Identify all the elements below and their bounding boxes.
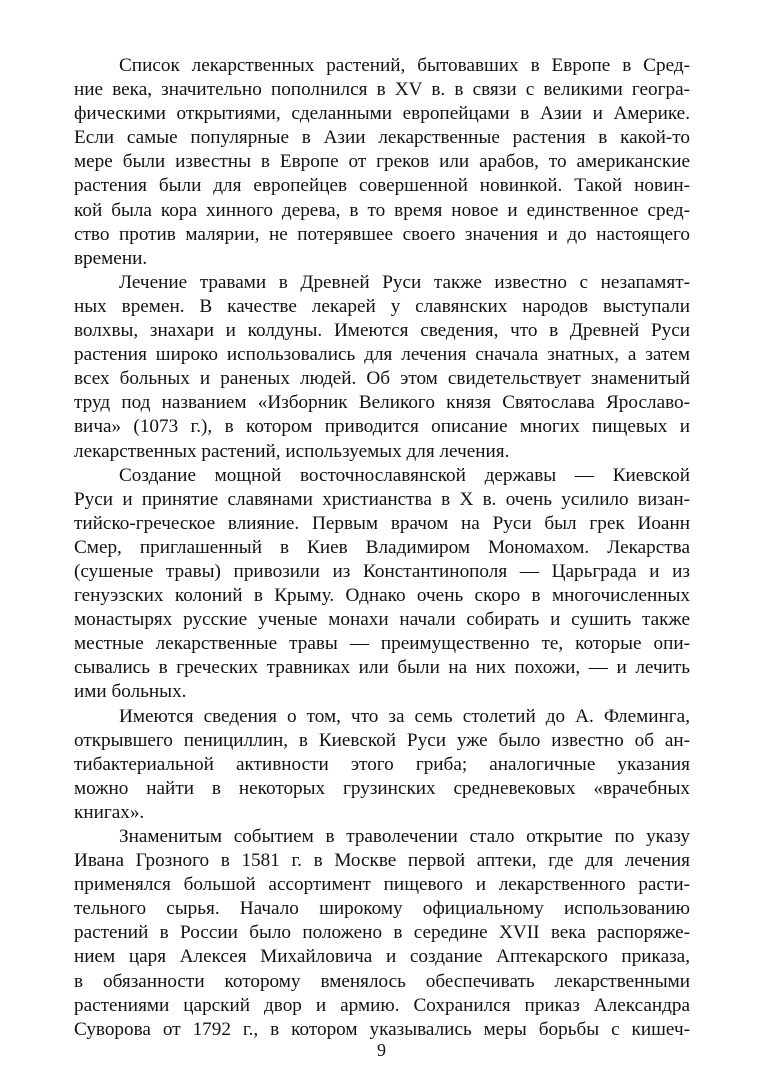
paragraph — [74, 825, 690, 1042]
paragraph — [74, 271, 690, 464]
text-line: (сушеные травы) привозили из Константинополя — Царьграда и из — [74, 560, 690, 582]
text-line: Имеются сведения о том, что за семь столетий до А. Флеминга, — [119, 705, 690, 727]
text-line: фическими открытиями, сделанными европейцами в Азии и Америке. — [74, 103, 690, 125]
text-line: волхвы, знахари и колдуны. Имеются сведения, что в Древней Руси — [74, 320, 690, 342]
text-line: можно найти в некоторых грузинских средневековых «врачебных — [74, 777, 690, 799]
page-body — [74, 54, 690, 1042]
text-line: растения широко использовались для лечения сначала знатных, а затем — [74, 344, 690, 366]
text-line: Смер, приглашенный в Киев Владимиром Мономахом. Лекарства — [74, 536, 690, 558]
text-line: Если самые популярные в Азии лекарственные растения в какой-то — [74, 127, 690, 149]
text-line: ство против малярии, не потерявшее своего значения и до настоящего — [74, 223, 690, 245]
text-line: применялся большой ассортимент пищевого и лекарственного расти- — [74, 874, 690, 896]
text-line: тийско-греческое влияние. Первым врачом на Руси был грек Иоанн — [74, 512, 690, 534]
text-line: труд под названием «Изборник Великого князя Святослава Ярославо- — [74, 392, 690, 414]
text-line: мере были известны в Европе от греков или арабов, то американские — [74, 151, 690, 173]
text-line: местные лекарственные травы — преимущественно те, которые опи- — [74, 633, 690, 655]
text-line: Создание мощной восточнославянской державы — Киевской — [119, 464, 690, 486]
text-line: растения были для европейцев совершенной новинкой. Такой новин- — [74, 175, 690, 197]
text-line: Лечение травами в Древней Руси также известно с незапамят- — [119, 271, 690, 293]
text-line: сывались в греческих травниках или были на них похожи, — и лечить — [74, 657, 690, 679]
paragraph — [74, 464, 690, 705]
text-line: ими больных. — [74, 681, 187, 703]
text-line: Ивана Грозного в 1581 г. в Москве первой аптеки, где для лечения — [74, 850, 690, 872]
text-line: ных времен. В качестве лекарей у славянских народов выступали — [74, 295, 690, 317]
text-line: генуэзских колоний в Крыму. Однако очень скоро в многочисленных — [74, 585, 690, 607]
text-line: времени. — [74, 247, 148, 269]
text-line: книгах». — [74, 801, 145, 823]
text-line: Руси и принятие славянами христианства в X в. очень усилило визан- — [74, 488, 690, 510]
text-line: тельного сырья. Начало широкому официальному использованию — [74, 898, 690, 920]
text-line: растений в России было положено в середине XVII века распоряже- — [74, 922, 690, 944]
text-line: растениями царский двор и армию. Сохранился приказ Александра — [74, 994, 690, 1016]
text-line: открывшего пенициллин, в Киевской Руси уже было известно об ан- — [74, 729, 690, 751]
text-line: кой была кора хинного дерева, в то время новое и единственное сред- — [74, 199, 690, 221]
text-line: Суворова от 1792 г., в котором указывались меры борьбы с кишеч- — [74, 1018, 690, 1040]
text-line: монастырях русские ученые монахи начали собирать и сушить также — [74, 609, 690, 631]
paragraph — [74, 705, 690, 825]
text-line: в обязанности которому вменялось обеспечивать лекарственными — [74, 970, 690, 992]
text-line: всех больных и раненых людей. Об этом свидетельствует знаменитый — [74, 368, 690, 390]
paragraph — [74, 54, 690, 271]
page-number: 9 — [377, 1040, 386, 1060]
text-line: лекарственных растений, используемых для лечения. — [74, 440, 510, 462]
text-line: нием царя Алексея Михайловича и создание Аптекарского приказа, — [74, 946, 690, 968]
text-line: Знаменитым событием в траволечении стало открытие по указу — [119, 826, 690, 847]
text-line: ние века, значительно пополнился в XV в. в связи с великими геогра- — [74, 79, 690, 101]
text-line: тибактериальной активности этого гриба; аналогичные указания — [74, 753, 690, 775]
text-line: Список лекарственных растений, бытовавших в Европе в Сред- — [119, 55, 690, 76]
text-line: вича» (1073 г.), в котором приводится описание многих пищевых и — [74, 416, 690, 438]
